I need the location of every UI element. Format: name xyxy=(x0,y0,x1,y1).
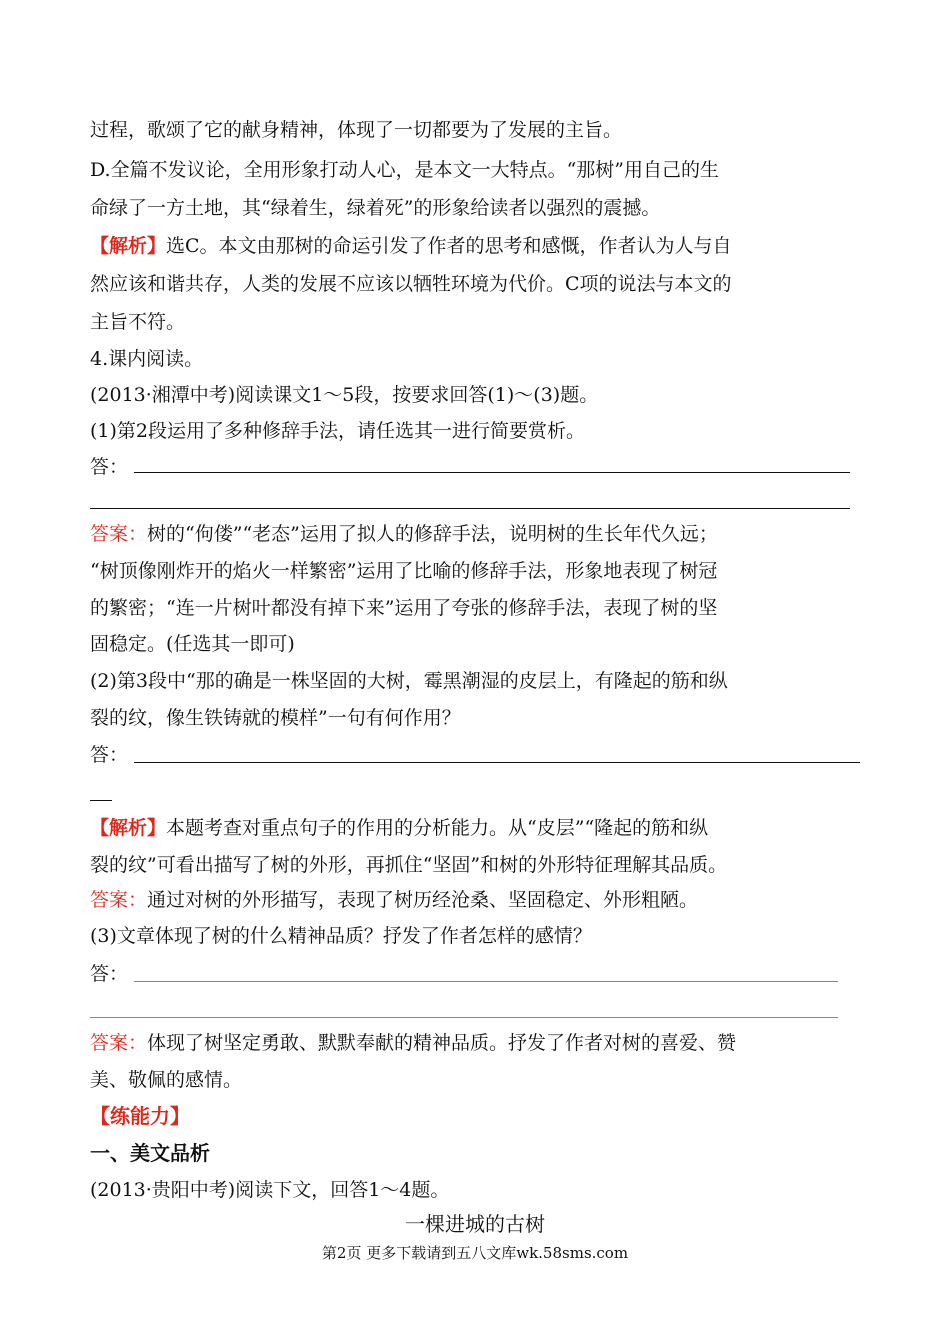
paragraph-line: 主旨不符。 xyxy=(90,311,186,333)
paragraph-line: “树顶像刚炸开的焰火一样繁密”运用了比喻的修辞手法，形象地表现了树冠 xyxy=(90,560,718,582)
answer-label: 答： xyxy=(90,744,129,766)
question-4-1: (1)第2段运用了多种修辞手法，请任选其一进行简要赏析。 xyxy=(90,420,586,442)
answer-blank-line[interactable] xyxy=(134,981,838,982)
paragraph-line: 命绿了一方土地，其“绿着生，绿着死”的形象给读者以强烈的震撼。 xyxy=(90,197,661,219)
question-4-intro: (2013·湘潭中考)阅读课文1～5段，按要求回答(1)～(3)题。 xyxy=(90,384,599,406)
question-4-heading: 4.课内阅读。 xyxy=(90,348,204,370)
answer-2 xyxy=(90,887,698,913)
analysis-tag: 【解析】 xyxy=(90,235,167,257)
paragraph-line: 的繁密；“连一片树叶都没有掉下来”运用了夸张的修辞手法，表现了树的坚 xyxy=(90,597,718,619)
answer-label: 答： xyxy=(90,963,129,985)
answer-1 xyxy=(90,521,718,547)
answer-text: 体现了树坚定勇敢、默默奉献的精神品质。抒发了作者对树的喜爱、赞 xyxy=(147,1032,737,1054)
answer-blank-line[interactable] xyxy=(134,762,860,763)
answer-tag: 答案： xyxy=(90,889,148,911)
section-heading: 一、美文品析 xyxy=(90,1141,210,1165)
paragraph-line: 固稳定。(任选其一即可) xyxy=(90,633,295,655)
page-footer: 第2页 更多下载请到五八文库wk.58sms.com xyxy=(321,1244,629,1262)
question-4-2: (2)第3段中“那的确是一株坚固的大树，霉黑潮湿的皮层上，有隆起的筋和纵 xyxy=(90,670,728,692)
analysis-1 xyxy=(90,233,732,259)
answer-tag: 答案： xyxy=(90,1032,148,1054)
analysis-2 xyxy=(90,815,708,841)
paragraph-line: 裂的纹，像生铁铸就的模样”一句有何作用？ xyxy=(90,707,461,729)
article-title: 一棵进城的古树 xyxy=(405,1212,545,1236)
answer-blank-line[interactable] xyxy=(90,800,112,801)
option-d-line: D.全篇不发议论，全用形象打动人心，是本文一大特点。“那树”用自己的生 xyxy=(90,159,720,181)
analysis-text: 选C。本文由那树的命运引发了作者的思考和感慨，作者认为人与自 xyxy=(166,235,732,257)
answer-3 xyxy=(90,1030,736,1056)
reading-intro: (2013·贵阳中考)阅读下文，回答1～4题。 xyxy=(90,1179,450,1201)
question-4-3: (3)文章体现了树的什么精神品质？抒发了作者怎样的感情？ xyxy=(90,925,592,947)
analysis-text: 本题考查对重点句子的作用的分析能力。从“皮层”“隆起的筋和纵 xyxy=(166,817,709,839)
analysis-tag: 【解析】 xyxy=(90,817,167,839)
answer-blank-line[interactable] xyxy=(134,472,850,473)
answer-text: 树的“佝偻”“老态”运用了拟人的修辞手法，说明树的生长年代久远； xyxy=(147,523,718,545)
section-tag: 【练能力】 xyxy=(90,1104,190,1128)
paragraph-line: 然应该和谐共存，人类的发展不应该以牺牲环境为代价。C项的说法与本文的 xyxy=(90,273,732,295)
answer-blank-line[interactable] xyxy=(90,508,850,509)
answer-tag: 答案： xyxy=(90,523,148,545)
answer-label: 答： xyxy=(90,456,129,478)
paragraph-line: 过程，歌颂了它的献身精神，体现了一切都要为了发展的主旨。 xyxy=(90,119,623,141)
paragraph-line: 美、敬佩的感情。 xyxy=(90,1069,243,1091)
answer-blank-line[interactable] xyxy=(90,1017,838,1018)
paragraph-line: 裂的纹”可看出描写了树的外形，再抓住“坚固”和树的外形特征理解其品质。 xyxy=(90,854,728,876)
answer-text: 通过对树的外形描写，表现了树历经沧桑、坚固稳定、外形粗陋。 xyxy=(147,889,699,911)
